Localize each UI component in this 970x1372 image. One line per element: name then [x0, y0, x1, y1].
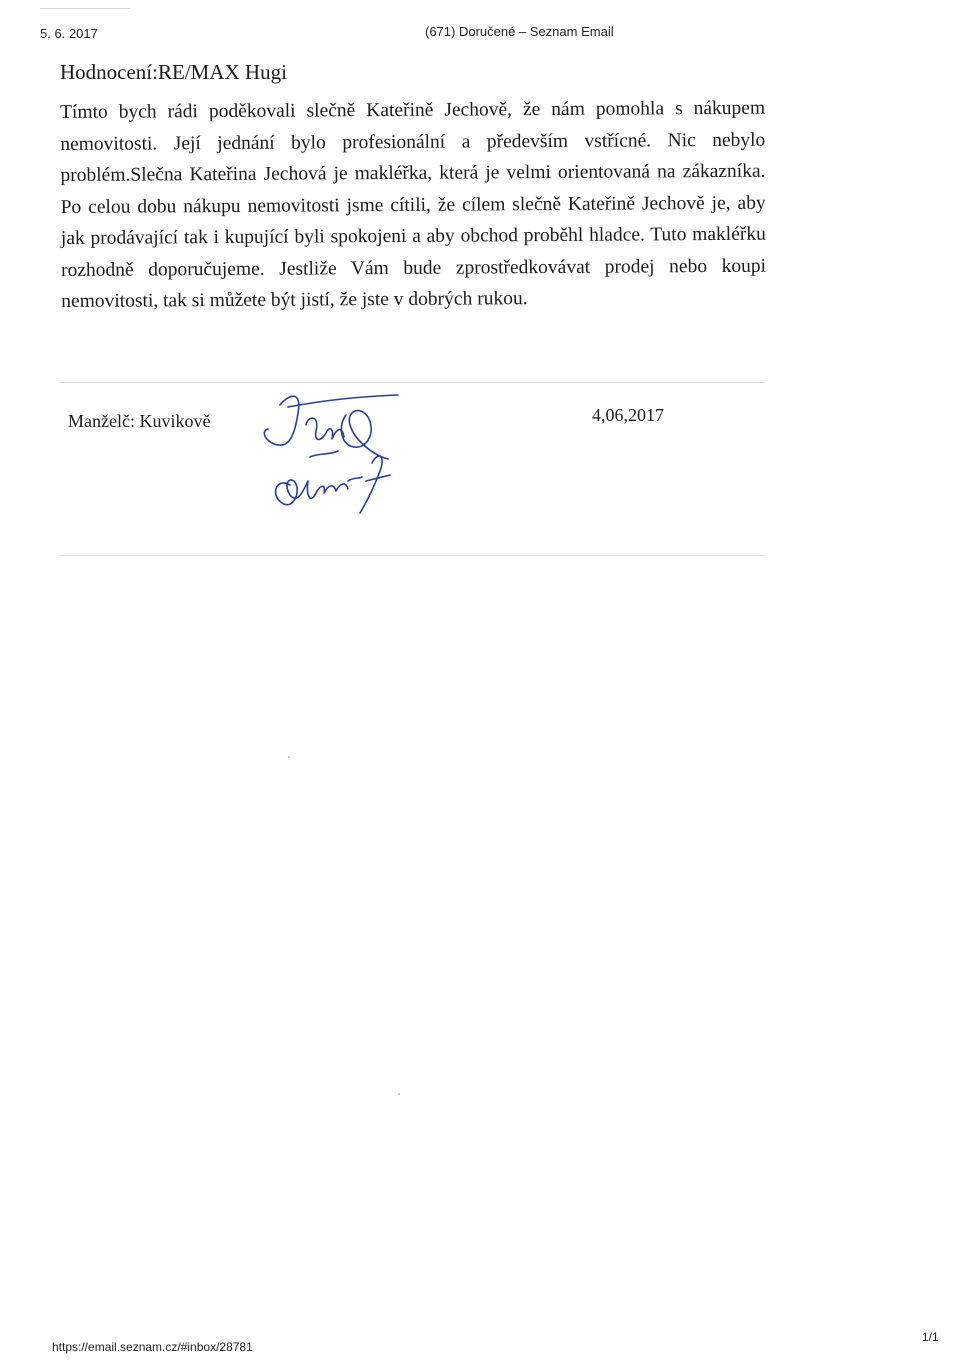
footer-url: https://email.seznam.cz/#inbox/28781: [52, 1340, 253, 1354]
signature-stroke: [288, 395, 398, 407]
separator-top: [60, 382, 765, 383]
signature-date: 4,06,2017: [592, 405, 664, 425]
letter-title: Hodnocení:RE/MAX Hugi: [60, 60, 287, 84]
scan-speck: [288, 756, 290, 758]
top-rule: [40, 8, 130, 9]
signer-name: Manželč: Kuvikově: [68, 411, 211, 431]
signature-stroke: [341, 411, 388, 459]
signature-stroke: [348, 477, 362, 481]
signature-stroke: [360, 456, 382, 513]
letter-body: Tímto bych rádi poděkovali slečně Kateřině Jechově, že nám pomohla s nákupem nemovitosti. Její jednání bylo profesionální a především vstřícné. Nic nebylo problém.Slečna Kateřina Jechová je makléřka, která je velmi orientovaná na zákazníka. Po celou dobu nákupu nemovitosti jsme cítili, že cílem slečně Kateřině Jechově je, aby jak prodávající tak i kupující byli spokojeni a aby obchod proběhl hladce. Tuto makléřku rozhodně doporučujeme. Jestliže Vám bude zprostředkovávat prodej nebo koupi nemovitosti, tak si můžete být jistí, že jste v dobrých rukou.: [60, 97, 767, 312]
signature-stroke: [264, 396, 298, 445]
print-page-title: (671) Doručené – Seznam Email: [425, 24, 614, 39]
scan-speck: [398, 1093, 400, 1095]
signature-stroke: [310, 451, 338, 457]
footer-page-number: 1/1: [922, 1330, 939, 1344]
signature-stroke: [276, 480, 348, 505]
print-date: 5. 6. 2017: [40, 26, 98, 41]
handwritten-signature: [250, 385, 410, 525]
separator-bottom: [60, 555, 765, 556]
signature-stroke: [306, 418, 344, 439]
